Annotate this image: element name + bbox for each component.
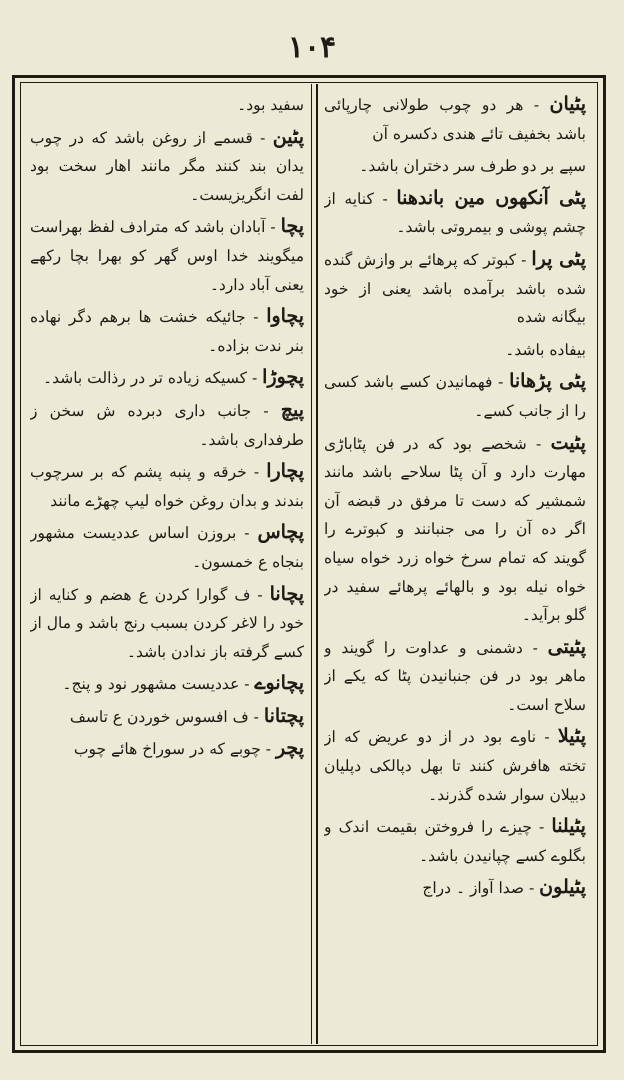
- dictionary-entry: [324, 367, 586, 425]
- dictionary-entry: [30, 90, 304, 120]
- definition: سپے بر دو طرف سر دختران باشد۔: [359, 157, 586, 176]
- column-divider: [316, 84, 318, 1044]
- left-column: [30, 90, 304, 1040]
- dictionary-entry: [324, 873, 586, 903]
- headword: پٹیلون: [539, 876, 586, 899]
- dictionary-entry: [324, 633, 586, 720]
- definition: - بروزن اساس عددیست مشهور بنجاه ع خمسون۔: [30, 524, 304, 571]
- dictionary-entry: [324, 245, 586, 332]
- headword: پٹی آنکھوں مین باندھنا: [396, 186, 586, 209]
- headword: پچر: [275, 737, 304, 760]
- definition: بیفاده باشد۔: [505, 340, 586, 359]
- definition: - ناوے بود در از دو عریض که از تخته هافرش کنند تا بهل دپالکی دپلیان دبیلان سوار شده گذرند۔: [324, 728, 586, 804]
- headword: پچتانا: [263, 704, 304, 727]
- headword: پچارا: [266, 460, 304, 483]
- dictionary-entry: [324, 429, 586, 630]
- dictionary-entry: [30, 302, 304, 360]
- headword: پٹی پرا: [531, 247, 586, 270]
- dictionary-entry: [30, 212, 304, 299]
- dictionary-entry: [30, 580, 304, 667]
- definition: - عددیست مشهور نود و پنج۔: [62, 675, 250, 694]
- definition: - کبوتر که پرهائے بر وازش گنده شده باشد برآمده باشد یعنی از خود بیگانه شده: [324, 250, 586, 327]
- definition: - چوبے که در سوراخ هائے چوب: [73, 740, 272, 759]
- dictionary-entry: [30, 396, 304, 454]
- dictionary-entry: [324, 184, 586, 242]
- headword: پٹیلا: [557, 725, 586, 748]
- dictionary-entry: [30, 518, 304, 576]
- dictionary-entry: [30, 702, 304, 732]
- definition: - هر دو چوب طولانی چارپائی باشد بخفیف تائے هندی دکسره آن: [324, 96, 586, 143]
- definition: - ف گوارا کردن ع هضم و کنایه از خود را لاغر کردن بسبب رنج باشد و مال از کسے گرفته باز ندادن باشد۔: [30, 585, 304, 661]
- headword: پچاوا: [266, 305, 304, 328]
- right-column: [324, 90, 586, 1040]
- dictionary-entry: [324, 335, 586, 365]
- dictionary-entry: [30, 669, 304, 699]
- column-divider-inner: [311, 84, 312, 1044]
- definition: - جائیکه خشت ها برهم دگر نهاده بنر ندت بزاده۔: [30, 308, 304, 355]
- dictionary-entry: [30, 363, 304, 393]
- definition: - جانب داری دبرده ش سخن ز طرفداری باشد۔: [30, 401, 304, 449]
- definition: - کسیکه زیاده تر در رذالت باشد۔: [43, 369, 258, 388]
- definition: - صدا آواز ۔ دراج: [422, 879, 535, 898]
- definition: - ف افسوس خوردن ع تاسف: [69, 707, 259, 726]
- headword: پٹیت: [550, 431, 586, 454]
- definition: - فهمانیدن کسے باشد کسی را از جانب کسے۔: [324, 373, 586, 420]
- dictionary-entry: [324, 151, 586, 181]
- headword: پچوڑا: [262, 366, 304, 389]
- definition: - شخصے بود که در فن پٹاباڑی مهارت دارد و آن پٹا سلاحے باشد مانند شمشیر که دست تا مرفق در قبضه آن اگر ده آن را می جنبانند و کبوترے را گویند که تمام سرخ خواه زرد خواه سیاه خواه نیله بود و بالهائے پرهائے سفید در گلو برآید۔: [324, 434, 586, 625]
- page-number: ۱۰۴: [287, 30, 337, 65]
- dictionary-entry: [324, 812, 586, 870]
- definition: - دشمنی و عداوت را گویند و ماهر بود در فن جنبانیدن پٹا که یکے از سلاح است۔: [324, 638, 586, 714]
- headword: پٹیان: [549, 93, 586, 115]
- headword: پیچ: [280, 398, 304, 421]
- headword: پچانا: [269, 582, 304, 605]
- dictionary-entry: [30, 734, 304, 764]
- dictionary-entry: [30, 123, 304, 210]
- dictionary-entry: [30, 457, 304, 515]
- headword: پچا: [280, 215, 304, 238]
- headword: پچاس: [257, 521, 304, 544]
- dictionary-entry: [324, 90, 586, 148]
- dictionary-entry: [324, 722, 586, 809]
- definition: - قسمے از روغن باشد که در چوب یدان بند کنند مگر مانند اهار سخت بود لفت انگریزیست۔: [30, 128, 304, 204]
- headword: پٹیلنا: [551, 815, 586, 838]
- definition: - کنایه از چشم پوشی و بیمروتی باشد۔: [324, 189, 586, 237]
- definition: - خرقه و پنبه پشم که بر سرچوب بندند و بدان روغن خواه لیپ چھڑے مانند: [30, 463, 304, 510]
- headword: پٹی پڑھانا: [509, 370, 586, 393]
- headword: پٹین: [272, 125, 304, 148]
- definition: سفید بود۔: [237, 96, 304, 114]
- definition: - چیزے را فروختن بقیمت اندک و بگلوے کسے چپانیدن باشد۔: [324, 818, 586, 865]
- headword: پچانوے: [254, 672, 304, 695]
- headword: پٹیتی: [547, 635, 586, 658]
- definition: - آبادان باشد که مترادف لفظ بهراست میگویند خدا اوس گهر کو بهرا بچا رکھے یعنی آباد دارد۔: [30, 218, 304, 294]
